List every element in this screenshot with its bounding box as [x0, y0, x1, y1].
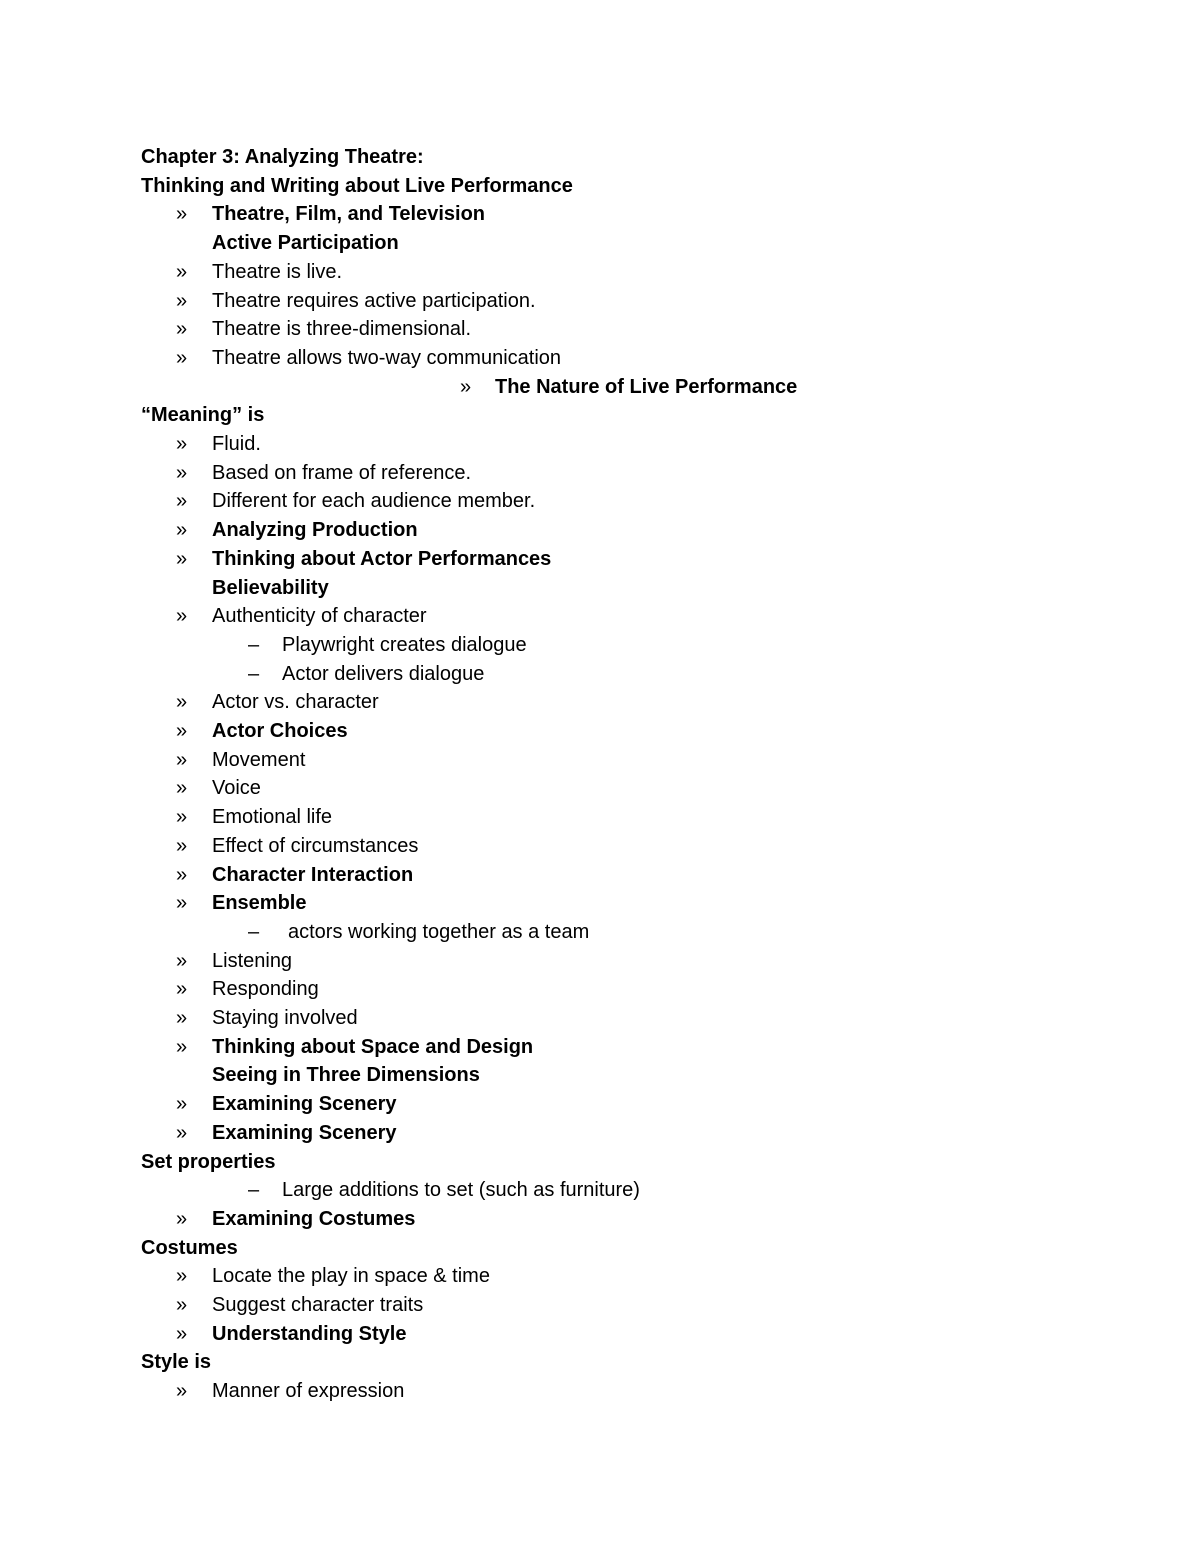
bullet-marker: »: [176, 1035, 188, 1058]
outline-item-text: Theatre is live.: [212, 260, 343, 283]
outline-item-text: Voice: [212, 777, 261, 800]
outline-item-text: Actor delivers dialogue: [282, 662, 485, 685]
bullet-marker: »: [176, 346, 188, 369]
outline-item-text: Theatre is three-dimensional.: [212, 318, 472, 341]
bullet-marker: »: [176, 605, 188, 628]
outline-heading: Active Participation: [212, 232, 399, 255]
outline-item-text: Movement: [212, 748, 306, 771]
outline-item-text: Listening: [212, 949, 293, 972]
outline-item-text: Different for each audience member.: [212, 490, 536, 513]
bullet-marker: »: [176, 260, 188, 283]
bullet-marker: »: [176, 1121, 188, 1144]
outline-item-text: Locate the play in space & time: [212, 1265, 490, 1288]
outline-heading: Understanding Style: [212, 1322, 407, 1345]
outline-heading: Ensemble: [212, 892, 307, 915]
bullet-marker: »: [176, 1093, 188, 1116]
outline-heading: Set properties: [141, 1150, 276, 1173]
outline-heading: Examining Costumes: [212, 1207, 416, 1230]
dash-marker: –: [248, 920, 260, 943]
outline-heading: Actor Choices: [212, 720, 348, 742]
dash-marker: –: [248, 633, 260, 656]
bullet-marker: »: [176, 1294, 188, 1316]
outline-item-text: Based on frame of reference.: [212, 461, 472, 484]
outline-item-text: Effect of circumstances: [212, 834, 419, 857]
dash-marker: –: [248, 662, 260, 685]
outline-item-text: Staying involved: [212, 1007, 358, 1029]
outline-heading: The Nature of Live Performance: [495, 375, 798, 398]
bullet-marker: »: [460, 375, 472, 398]
bullet-marker: »: [176, 203, 188, 226]
outline-heading: Costumes: [141, 1236, 238, 1259]
bullet-marker: »: [176, 519, 188, 542]
bullet-marker: »: [176, 547, 188, 570]
outline-item-text: Actor vs. character: [212, 691, 379, 714]
bullet-marker: »: [176, 777, 188, 800]
bullet-marker: »: [176, 1007, 188, 1029]
outline-heading: Thinking about Space and Design: [212, 1035, 534, 1058]
bullet-marker: »: [176, 691, 188, 714]
outline-item-text: Fluid.: [212, 433, 261, 455]
bullet-marker: »: [176, 461, 188, 484]
bullet-marker: »: [176, 1380, 188, 1403]
bullet-marker: »: [176, 1322, 188, 1345]
outline-item-text: actors working together as a team: [288, 920, 590, 943]
outline-heading: Thinking about Actor Performances: [212, 547, 552, 570]
outline-item-text: Manner of expression: [212, 1380, 405, 1403]
bullet-marker: »: [176, 490, 188, 513]
bullet-marker: »: [176, 720, 188, 742]
outline-heading: Character Interaction: [212, 863, 414, 886]
bullet-marker: »: [176, 806, 188, 829]
outline-heading: Examining Scenery: [212, 1121, 397, 1144]
outline-heading: Believability: [212, 576, 329, 599]
outline-item-text: Responding: [212, 978, 319, 1001]
outline-heading: Style is: [141, 1351, 212, 1374]
dash-marker: –: [248, 1179, 260, 1202]
bullet-marker: »: [176, 978, 188, 1001]
bullet-marker: »: [176, 863, 188, 886]
outline-item-text: Emotional life: [212, 806, 333, 829]
bullet-marker: »: [176, 949, 188, 972]
bullet-marker: »: [176, 1265, 188, 1288]
bullet-marker: »: [176, 433, 188, 455]
outline-heading: Examining Scenery: [212, 1093, 397, 1116]
outline-item-text: Playwright creates dialogue: [282, 633, 527, 656]
bullet-marker: »: [176, 892, 188, 915]
outline-heading: Thinking and Writing about Live Performance: [141, 174, 573, 197]
bullet-marker: »: [176, 289, 188, 312]
bullet-marker: »: [176, 318, 188, 341]
outline-item-text: Large additions to set (such as furniture): [282, 1179, 640, 1202]
outline-heading: Theatre, Film, and Television: [212, 203, 486, 226]
outline-heading: Seeing in Three Dimensions: [212, 1064, 480, 1087]
outline-heading: Analyzing Production: [212, 519, 418, 542]
outline-item-text: Theatre allows two-way communication: [212, 346, 562, 369]
outline-heading: Chapter 3: Analyzing Theatre:: [141, 146, 424, 168]
bullet-marker: »: [176, 748, 188, 771]
outline-item-text: Suggest character traits: [212, 1294, 424, 1316]
outline-item-text: Theatre requires active participation.: [212, 289, 536, 312]
outline-item-text: Authenticity of character: [212, 605, 427, 628]
outline-heading: “Meaning” is: [141, 404, 265, 427]
bullet-marker: »: [176, 1207, 188, 1230]
bullet-marker: »: [176, 834, 188, 857]
